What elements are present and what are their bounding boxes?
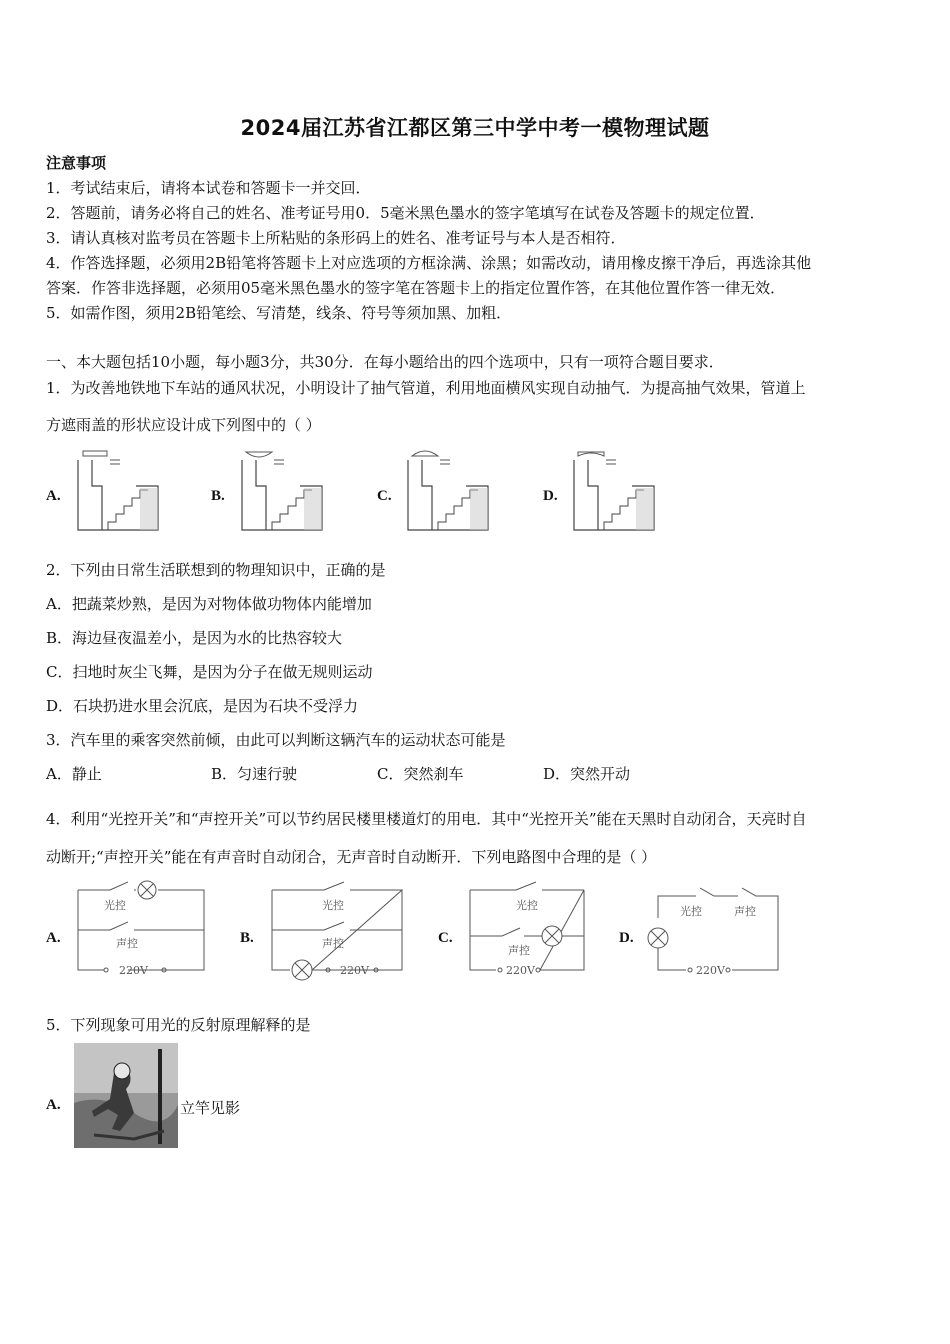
q5-option-a-text: 立竿见影 xyxy=(180,1099,241,1117)
light-switch-label: 光控 xyxy=(516,899,538,912)
q2-option: B．海边昼夜温差小，是因为水的比热容较大 xyxy=(46,629,343,647)
q1-stem-line2: 方遮雨盖的形状应设计成下列图中的（ ） xyxy=(46,416,321,434)
voltage-label: 220V xyxy=(340,964,369,977)
q5-option-a-image xyxy=(74,1043,178,1148)
q1-figure-c xyxy=(404,448,494,534)
q1-option-b-label: B. xyxy=(211,488,225,504)
q5-stem: 5．下列现象可用光的反射原理解释的是 xyxy=(46,1016,311,1034)
q2-stem: 2．下列由日常生活联想到的物理知识中，正确的是 xyxy=(46,561,386,579)
voltage-label: 220V xyxy=(696,964,725,977)
q5-option-a-label: A. xyxy=(46,1097,61,1113)
notice-item: 1．考试结束后，请将本试卷和答题卡一并交回． xyxy=(46,179,371,197)
light-switch-label: 光控 xyxy=(322,899,344,912)
q3-option-b: B．匀速行驶 xyxy=(211,765,298,783)
q2-option: A．把蔬菜炒熟，是因为对物体做功物体内能增加 xyxy=(46,595,372,613)
voltage-label: 220V xyxy=(506,964,535,977)
q4-option-b-label: B. xyxy=(240,930,254,946)
q4-circuit-a xyxy=(74,876,214,976)
q2-option: C．扫地时灰尘飞舞，是因为分子在做无规则运动 xyxy=(46,663,373,681)
q4-option-c-label: C. xyxy=(438,930,453,946)
q1-figure-d xyxy=(570,448,660,534)
light-switch-label: 光控 xyxy=(680,905,702,918)
notice-item: 4．作答选择题，必须用2B铅笔将答题卡上对应选项的方框涂满、涂黑；如需改动，请用橡皮擦干净后，再选涂其他 xyxy=(46,254,812,272)
q3-option-c: C．突然刹车 xyxy=(377,765,464,783)
q4-circuit-c xyxy=(466,876,591,976)
light-switch-label: 光控 xyxy=(104,899,126,912)
q4-stem-line1: 4．利用“光控开关”和“声控开关”可以节约居民楼里楼道灯的用电．其中“光控开关”能在天黑时自动闭合，天亮时自 xyxy=(46,810,807,828)
section-heading: 一、本大题包括10小题，每小题3分，共30分．在每小题给出的四个选项中，只有一项符合题目要求． xyxy=(46,353,724,371)
voltage-label: 220V xyxy=(119,964,148,977)
q4-circuit-b xyxy=(268,876,413,976)
sound-switch-label: 声控 xyxy=(508,944,530,957)
q1-stem-line1: 1．为改善地铁地下车站的通风状况，小明设计了抽气管道，利用地面横风实现自动抽气．为提高抽气效果，管道上 xyxy=(46,379,806,397)
notice-heading: 注意事项 xyxy=(46,154,107,172)
q1-figure-a xyxy=(74,448,164,534)
notice-item: 2．答题前，请务必将自己的姓名、准考证号用0．5毫米黑色墨水的签字笔填写在试卷及答题卡的规定位置． xyxy=(46,204,765,222)
q1-option-a-label: A. xyxy=(46,488,61,504)
notice-item: 5．如需作图，须用2B铅笔绘、写清楚，线条、符号等须加黑、加粗． xyxy=(46,304,512,322)
q3-option-d: D．突然开动 xyxy=(543,765,631,783)
q1-option-d-label: D. xyxy=(543,488,558,504)
q2-option: D．石块扔进水里会沉底，是因为石块不受浮力 xyxy=(46,697,359,715)
sound-switch-label: 声控 xyxy=(322,937,344,950)
sound-switch-label: 声控 xyxy=(734,905,756,918)
q4-stem-line2: 动断开;“声控开关”能在有声音时自动闭合，无声音时自动断开．下列电路图中合理的是（ ） xyxy=(46,848,657,866)
notice-item: 3．请认真核对监考员在答题卡上所粘贴的条形码上的姓名、准考证号与本人是否相符． xyxy=(46,229,626,247)
q4-circuit-d xyxy=(650,876,785,976)
q3-option-a: A．静止 xyxy=(46,765,102,783)
q4-option-a-label: A. xyxy=(46,930,61,946)
q4-option-d-label: D. xyxy=(619,930,634,946)
notice-item: 答案．作答非选择题，必须用05毫米黑色墨水的签字笔在答题卡上的指定位置作答，在其他位置作答一律无效． xyxy=(46,279,786,297)
q1-option-c-label: C. xyxy=(377,488,392,504)
sound-switch-label: 声控 xyxy=(116,937,138,950)
q1-figure-b xyxy=(238,448,328,534)
q3-stem: 3．汽车里的乘客突然前倾，由此可以判断这辆汽车的运动状态可能是 xyxy=(46,731,506,749)
page-title: 2024届江苏省江都区第三中学中考一模物理试题 xyxy=(240,116,710,140)
